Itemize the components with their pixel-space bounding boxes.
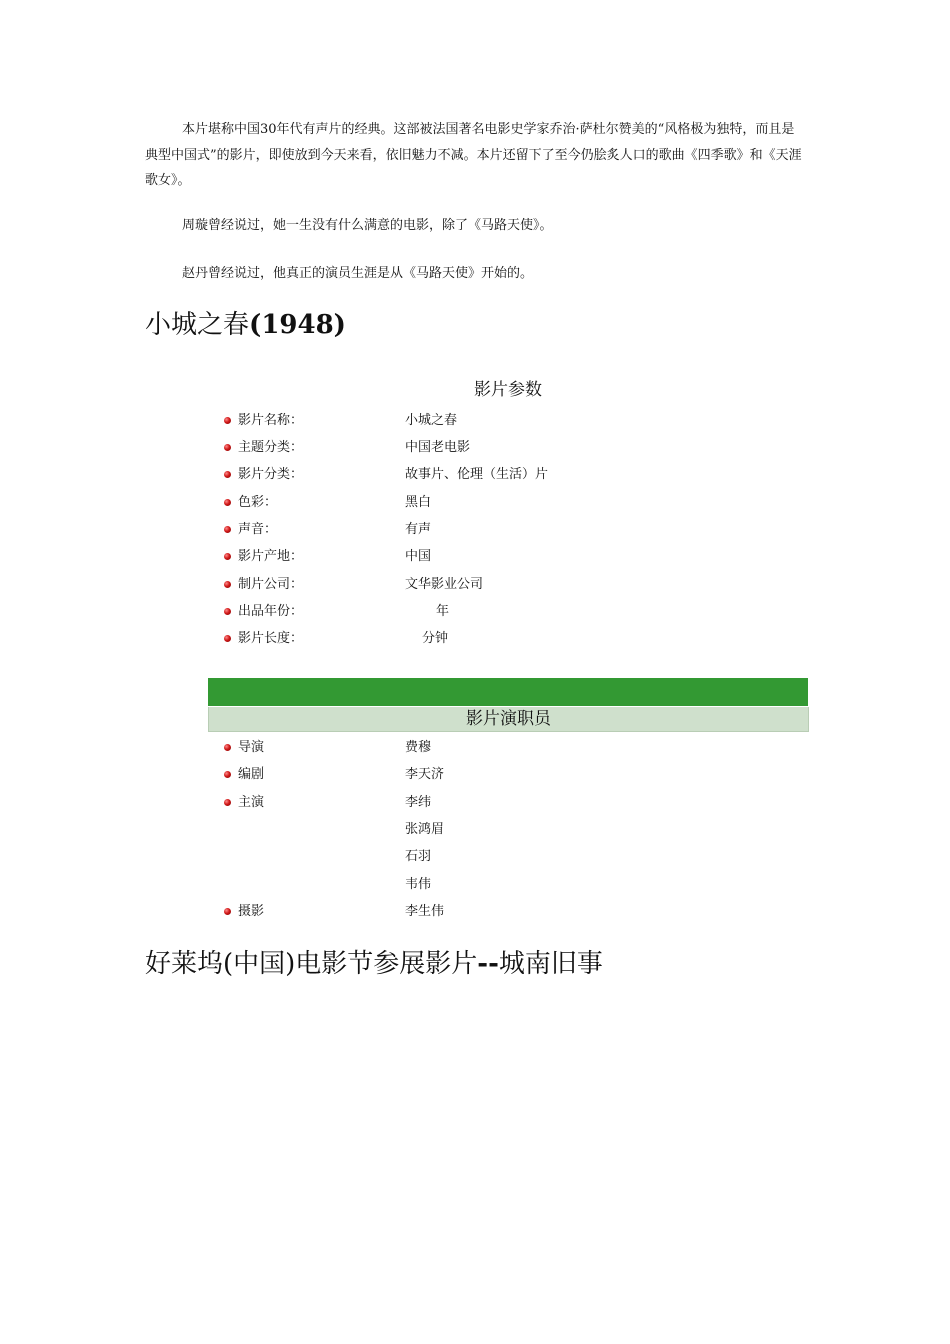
param-value: 文华影业公司: [405, 577, 484, 592]
params-title: 影片参数: [474, 380, 542, 400]
cast-person: 张鸿眉: [405, 822, 445, 837]
cast-person: 韦伟: [405, 877, 432, 892]
bullet-icon: [224, 526, 231, 533]
bullet-icon: [224, 581, 231, 588]
intro-paragraph-1: 本片堪称中国30年代有声片的经典。这部被法国著名电影史学家乔治·萨杜尔赞美的“风格极为独特，而且是典型中国式”的影片，即使放到今天来看，依旧魅力不减。本片还留下了至今仍脍炙人口的歌曲《四季歌》和《天涯歌女》。: [145, 122, 802, 188]
bullet-icon: [224, 553, 231, 560]
param-key: 影片产地：: [238, 549, 304, 564]
param-key: 色彩：: [238, 495, 278, 510]
param-value: 年: [436, 604, 450, 619]
cast-title: 影片演职员: [208, 707, 809, 732]
cast-role: 摄影: [238, 904, 265, 919]
bullet-icon: [224, 444, 231, 451]
bullet-icon: [224, 608, 231, 615]
next-film-title: 城南旧事: [498, 949, 603, 979]
param-value: 故事片、伦理（生活）片: [405, 467, 549, 482]
bullet-icon: [224, 744, 231, 751]
cast-person: 李纬: [405, 795, 432, 810]
intro-paragraph-2: 周璇曾经说过，她一生没有什么满意的电影，除了《马路天使》。: [182, 218, 553, 233]
next-film-prefix: 好莱坞(中国)电影节参展影片: [145, 949, 478, 979]
bullet-icon: [224, 635, 231, 642]
param-key: 影片名称：: [238, 413, 304, 428]
bullet-icon: [224, 417, 231, 424]
param-key: 影片长度：: [238, 631, 304, 646]
cast-role: 导演: [238, 740, 265, 755]
param-value: 黑白: [405, 495, 432, 510]
cast-person: 李天济: [405, 767, 445, 782]
param-value: 小城之春: [405, 413, 458, 428]
bullet-icon: [224, 499, 231, 506]
param-key: 制片公司：: [238, 577, 304, 592]
section-divider-bar: [208, 678, 808, 706]
film-title: 小城之春: [145, 310, 250, 340]
bullet-icon: [224, 771, 231, 778]
cast-role: 主演: [238, 795, 265, 810]
param-value: 中国老电影: [405, 440, 471, 455]
param-key: 影片分类：: [238, 467, 304, 482]
cast-person: 李生伟: [405, 904, 445, 919]
cast-person: 费穆: [405, 740, 432, 755]
param-value: 中国: [405, 549, 432, 564]
next-film-heading: [145, 947, 603, 981]
bullet-icon: [224, 799, 231, 806]
film-heading: [145, 308, 346, 342]
intro-paragraph-3: 赵丹曾经说过，他真正的演员生涯是从《马路天使》开始的。: [182, 266, 534, 281]
param-key: 出品年份：: [238, 604, 304, 619]
bullet-icon: [224, 908, 231, 915]
next-film-dash: --: [477, 949, 499, 979]
bullet-icon: [224, 471, 231, 478]
cast-person: 石羽: [405, 849, 432, 864]
cast-role: 编剧: [238, 767, 265, 782]
param-key: 声音：: [238, 522, 278, 537]
param-key: 主题分类：: [238, 440, 304, 455]
param-value: 有声: [405, 522, 432, 537]
film-year: (1948): [249, 310, 346, 340]
param-value: 分钟: [422, 631, 449, 646]
